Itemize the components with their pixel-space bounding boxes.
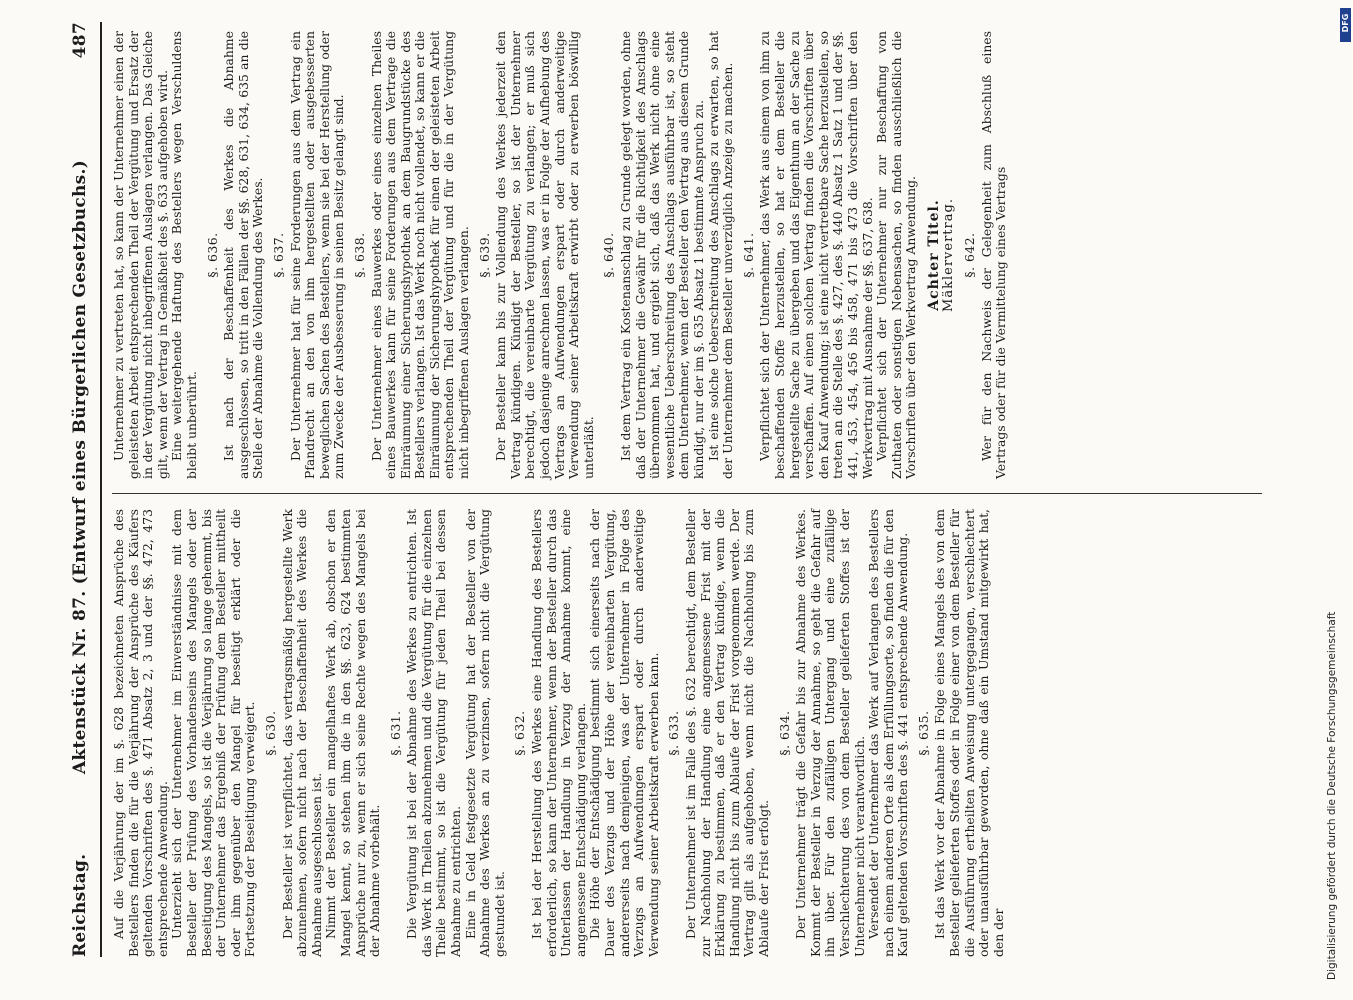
paragraph: Ist eine solche Ueberschreitung des Anschlags zu erwarten, so hat der Unternehmer dem Besteller unverzüglich Anzeige zu machen. [705,31,736,479]
dfg-logo [1340,8,1351,42]
paragraph: Ist bei der Herstellung des Werkes eine Handlung des Bestellers erforderlich, so kann der Unternehmer, wenn der Besteller durch das Unterlassen der Handlung in Verzug der Annahme kommt, eine angemessene Entschädigung verlangen. [529,509,588,957]
page-header [70,22,100,957]
section-number: §. 636. [204,232,220,278]
paragraph: Ist das Werk vor der Abnahme in Folge eines Mangels des von dem Besteller gelieferten Stoffes oder in Folge einer von dem Besteller für die Ausführung ertheilten Anweisung untergegangen, verschlechtert oder unausführbar geworden, ohne daß ein Umstand mitgewirkt hat, den der [932,509,1006,957]
section-number: §. 638. [351,232,367,278]
paragraph: Der Unternehmer eines Bauwerkes oder eines einzelnen Theiles eines Bauwerkes kann für seine Forderungen aus dem Vertrage die Einräumung einer Sicherungshypothek an dem Baugrundstücke des Bestellers verlangen. Ist das Werk noch nicht vollendet, so kann er die Einräumung der Sicherungshypothek für einen der geleisteten Arbeit entsprechenden Theil der Vergütung und für die in der Vergütung nicht inbegriffenen Auslagen verlangen. [368,31,472,479]
paragraph: Der Unternehmer trägt die Gefahr bis zur Abnahme des Werkes. Kommt der Besteller in Verzug der Annahme, so geht die Gefahr auf ihn über. Für den zufälligen Untergang und eine zufällige Verschlechterung des von dem Besteller gelieferten Stoffes ist der Unternehmer nicht verantwortlich. [793,509,867,957]
paragraph: Verpflichtet sich der Unternehmer, das Werk aus einem von ihm zu beschaffenden Stoffe herzustellen, so hat er dem Besteller die hergestellte Sache zu übergeben und das Eigenthum an der Sache zu verschaffen. Auf einen solchen Vertrag finden die Vorschriften über den Kauf Anwendung; ist eine nicht vertretbare Sache herzustellen, so treten an die Stelle des §. 427, des §. 440 Absatz 1 Satz 1 und der §§. 441, 453, 454, 456 bis 458, 471 bis 473 die Vorschriften über den Werkvertrag mit Ausnahme der §§. 637, 638. [757,31,875,479]
paragraph: Unterzieht sich der Unternehmer im Einverständnisse mit dem Besteller der Prüfung des Vorhandenseins des Mangels oder der Beseitigung des Mangels, so ist die Verjährung so lange gehemmt, bis der Unternehmer das Ergebniß der Prüfung dem Besteller mittheilt oder ihm gegenüber den Mangel für beseitigt erklärt oder die Fortsetzung der Beseitigung verweigert. [169,509,258,957]
section-number: §. 634. [776,710,792,756]
digitization-credit [1326,0,1350,1000]
left-column [112,509,1262,957]
paragraph: Der Besteller kann bis zur Vollendung des Werkes jederzeit den Vertrag kündigen. Kündigt der Besteller, so ist der Unternehmer berechtigt, die vereinbarte Vergütung zu verlangen; er muß sich jedoch dasjenige anrechnen lassen, was er in Folge der Aufhebung des Vertrags an Aufwendungen erspart oder durch anderweitige Verwendung seiner Arbeitskraft erwirbt oder zu erwerben böswillig unterläßt. [493,31,596,479]
paragraph: Der Besteller ist verpflichtet, das vertragsmäßig hergestellte Werk abzunehmen, sofern nicht nach der Beschaffenheit des Werkes die Abnahme ausgeschlossen ist. [279,509,324,957]
section-number: §. 640. [601,232,617,278]
section-number: §. 630. [262,710,278,756]
credit-text: Digitalisierung gefördert durch die Deutsche Forschungsgemeinschaft [1326,611,1338,980]
paragraph: Die Vergütung ist bei der Abnahme des Werkes zu entrichten. Ist das Werk in Theilen abzunehmen und die Vergütung für die einzelnen Theile bestimmt, so ist die Vergütung für jeden Theil bei dessen Abnahme zu entrichten. [404,509,464,957]
rotated-page-content [66,22,1271,957]
paragraph: Wer für den Nachweis der Gelegenheit zum Abschluß eines Vertrags oder für die Vermittelung eines Vertrags [978,31,1009,479]
dfg-logo-text: DFG [1341,13,1350,33]
header-rule [100,22,102,957]
section-number: §. 641. [740,232,756,278]
paragraph: Der Unternehmer ist im Falle des §. 632 berechtigt, dem Besteller zur Nachholung der Handlung eine angemessene Frist mit der Erklärung zu bestimmen, daß er den Vertrag kündige, wenn die Handlung nicht bis zum Ablaufe der Frist vorgenommen werde. Der Vertrag gilt als aufgehoben, wenn nicht die Nachholung bis zum Ablaufe der Frist erfolgt. [682,509,771,957]
section-number: §. 635. [915,710,931,756]
section-number: §. 633. [666,710,682,756]
column-divider [112,493,1262,494]
paragraph: Eine weitergehende Haftung des Bestellers wegen Verschuldens bleibt unberührt. [169,31,199,479]
subtitle-heading: Mäklervertrag. [941,198,957,312]
paragraph: Ist nach der Beschaffenheit des Werkes die Abnahme ausgeschlossen, so tritt in den Fällen der §§. 628, 631, 634, 635 an die Stelle der Abnahme die Vollendung des Werkes. [221,31,266,479]
section-number: §. 631. [387,710,403,756]
title-heading: Achter Titel. [925,199,942,311]
scanned-page [66,22,1336,957]
right-column [112,31,1262,479]
paragraph: Nimmt der Besteller ein mangelhaftes Werk ab, obschon er den Mangel kennt, so stehen ihm die in den §§. 623, 624 bestimmten Ansprüche nur zu, wenn er sich seine Rechte wegen des Mangels bei der Abnahme vorbehält. [323,509,383,957]
paragraph: Die Höhe der Entschädigung bestimmt sich einerseits nach der Dauer des Verzugs und der Höhe der vereinbarten Vergütung, andererseits nach demjenigen, was der Unternehmer in Folge des Verzugs an Aufwendungen erspart oder durch anderweitige Verwendung seiner Arbeitskraft erwerben kann. [587,509,661,957]
paragraph: Verpflichtet sich der Unternehmer nur zur Beschaffung von Zuthaten oder sonstigen Nebensachen, so finden ausschließlich die Vorschriften über den Werkvertrag Anwendung. [874,31,919,479]
paragraph: Unternehmer zu vertreten hat, so kann der Unternehmer einen der geleisteten Arbeit entsprechenden Theil der Vergütung und Ersatz der in der Vergütung nicht inbegriffenen Auslagen verlangen. Das Gleiche gilt, wenn der Vertrag in Gemäßheit des §. 633 aufgehoben wird. [111,31,170,479]
paragraph: Ist dem Vertrag ein Kostenanschlag zu Grunde gelegt worden, ohne daß der Unternehmer die Gewähr für die Richtigkeit des Anschlags übernommen hat, und ergiebt sich, daß das Werk nicht ohne eine wesentliche Ueberschreitung des Anschlags ausführbar ist, so steht dem Unternehmer, wenn der Besteller den Vertrag aus diesem Grunde kündigt, nur der im §. 635 Absatz 1 bestimmte Anspruch zu. [618,31,706,479]
header-title: Aktenstück Nr. 87. (Entwurf eines Bürgerlichen Gesetzbuchs.) [70,159,90,775]
paragraph: Eine in Geld festgesetzte Vergütung hat der Besteller von der Abnahme des Werkes an zu verzinsen, sofern nicht die Vergütung gestundet ist. [462,509,507,957]
section-number: §. 642. [962,232,978,278]
paragraph: Der Unternehmer hat für seine Forderungen aus dem Vertrag ein Pfandrecht an den von ihm hergestellten oder ausgebesserten beweglichen Sachen des Bestellers, wenn sie bei der Herstellung oder zum Zwecke der Ausbesserung in seinen Besitz gelangt sind. [287,31,347,479]
header-left: Reichstag. [70,853,90,957]
page-number: 487 [70,22,90,59]
section-number: §. 632. [512,710,528,756]
paragraph: Auf die Verjährung der im §. 628 bezeichneten Ansprüche des Bestellers finden die für die Verjährung der Ansprüche des Käufers geltenden Vorschriften des §. 471 Absatz 2, 3 und der §§. 472, 473 entsprechende Anwendung. [111,509,170,957]
section-number: §. 637. [270,232,286,278]
section-number: §. 639. [476,232,492,278]
paragraph: Versendet der Unternehmer das Werk auf Verlangen des Bestellers nach einem anderen Orte als dem Erfüllungsorte, so finden die für den Kauf geltenden Vorschriften des §. 441 entsprechende Anwendung. [866,509,911,957]
